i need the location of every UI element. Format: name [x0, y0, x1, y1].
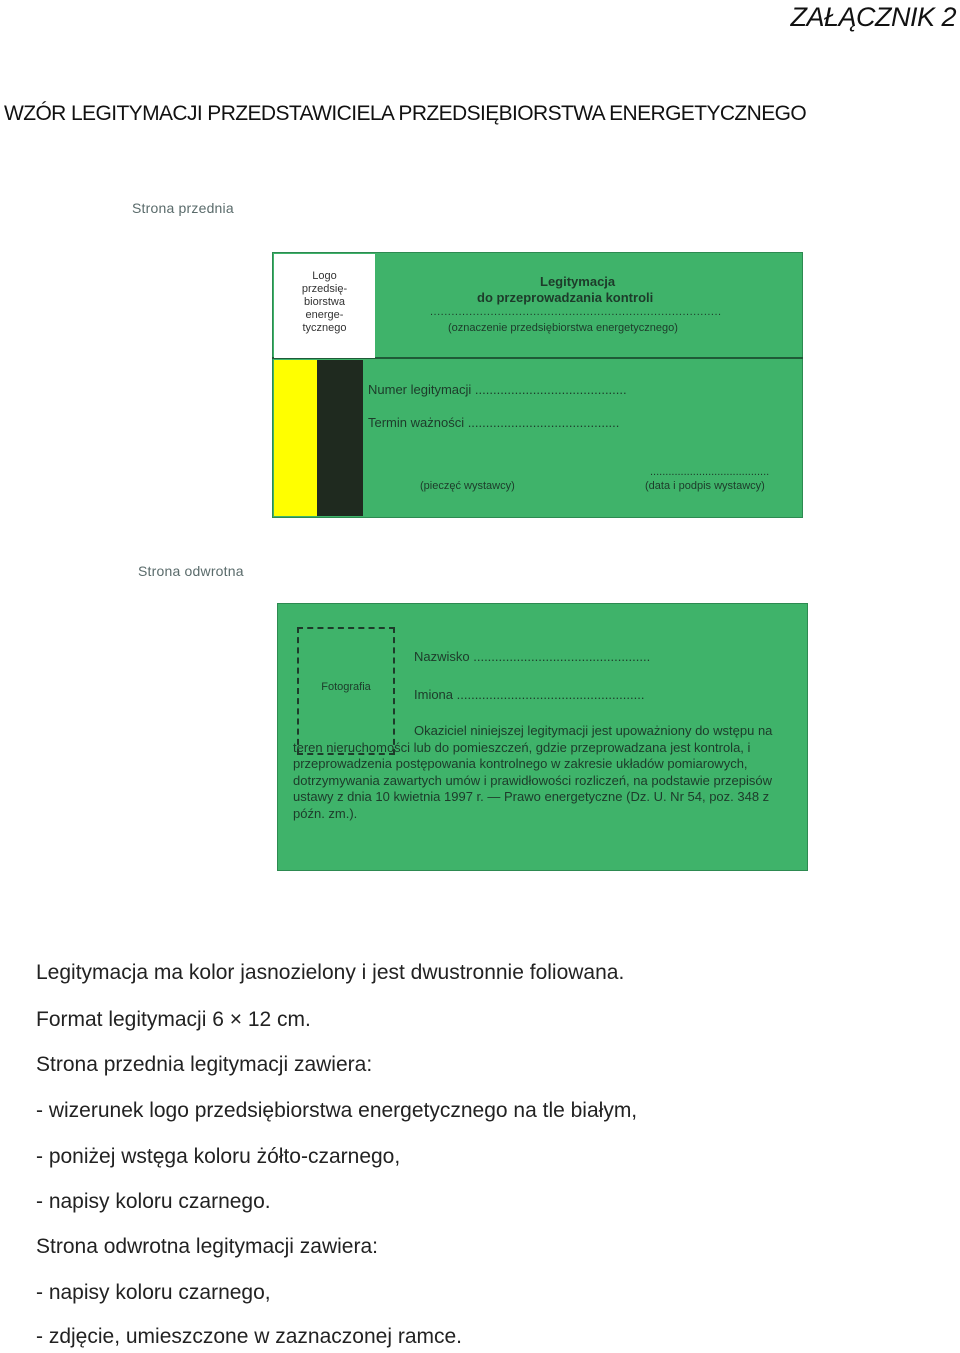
- front-side-label: Strona przednia: [132, 200, 234, 216]
- issuer-note: (oznaczenie przedsiębiorstwa energetycznego): [448, 322, 678, 334]
- yellow-stripe: [274, 360, 317, 516]
- description-line: Format legitymacji 6 × 12 cm.: [36, 1008, 311, 1031]
- authorization-notice: [293, 723, 798, 822]
- id-card-back: [277, 603, 808, 871]
- validity-field: Termin ważności ..........................................: [368, 415, 620, 430]
- description-line: - napisy koloru czarnego,: [36, 1281, 271, 1304]
- notice-text: Okaziciel niniejszej legitymacji jest upoważniony do wstępu na teren nieruchomości lub do pomieszczeń, gdzie przeprowadzana jest kontrola, i przeprowadzenia postępowania kontrolnego w zakresie układów pomiarowych, dotrzymywania zawartych umów i prawidłowości rozliczeń, na podstawie przepisów ustawy z dnia 10 kwietnia 1997 r. — Prawo energetyczne (Dz. U. Nr 54, poz. 348 z późn. zm.).: [293, 723, 773, 821]
- logo-placeholder: [274, 254, 375, 358]
- stamp-note: (pieczęć wystawcy): [420, 480, 515, 492]
- logo-line: Logo: [312, 270, 337, 282]
- card-title: Legitymacja: [540, 274, 616, 289]
- logo-line: tycznego: [302, 322, 347, 334]
- description-line: Strona odwrotna legitymacji zawiera:: [36, 1235, 378, 1258]
- description-line: - poniżej wstęga koloru żółto-czarnego,: [36, 1145, 401, 1168]
- description-line: Legitymacja ma kolor jasnozielony i jest dwustronnie foliowana.: [36, 961, 625, 984]
- signature-note: (data i podpis wystawcy): [645, 480, 765, 492]
- back-side-label: Strona odwrotna: [138, 563, 244, 579]
- description-line: - wizerunek logo przedsiębiorstwa energetycznego na tle białym,: [36, 1099, 638, 1122]
- logo-line: przedsię-: [301, 283, 348, 295]
- description-line: - napisy koloru czarnego.: [36, 1190, 271, 1213]
- black-stripe: [317, 360, 363, 516]
- card-subtitle: do przeprowadzania kontroli: [477, 290, 654, 305]
- card-number-field: Numer legitymacji ..........................................: [368, 382, 627, 397]
- issuer-dots: ..................................................................................: [430, 306, 722, 318]
- annex-label: ZAŁĄCZNIK 2: [790, 2, 956, 32]
- surname-field: Nazwisko .................................................: [414, 649, 651, 664]
- photo-label: Fotografia: [321, 681, 371, 693]
- description-line: - zdjęcie, umieszczone w zaznaczonej ramce.: [36, 1325, 463, 1348]
- logo-line: biorstwa: [304, 296, 345, 308]
- document-title: WZÓR LEGITYMACJI PRZEDSTAWICIELA PRZEDSIĘBIORSTWA ENERGETYCZNEGO: [4, 102, 807, 125]
- names-field: Imiona ....................................................: [414, 687, 645, 702]
- signature-dots: .......................................: [650, 466, 770, 478]
- id-card-front: [272, 252, 803, 518]
- description-line: Strona przednia legitymacji zawiera:: [36, 1053, 373, 1076]
- logo-line: energe-: [305, 309, 344, 321]
